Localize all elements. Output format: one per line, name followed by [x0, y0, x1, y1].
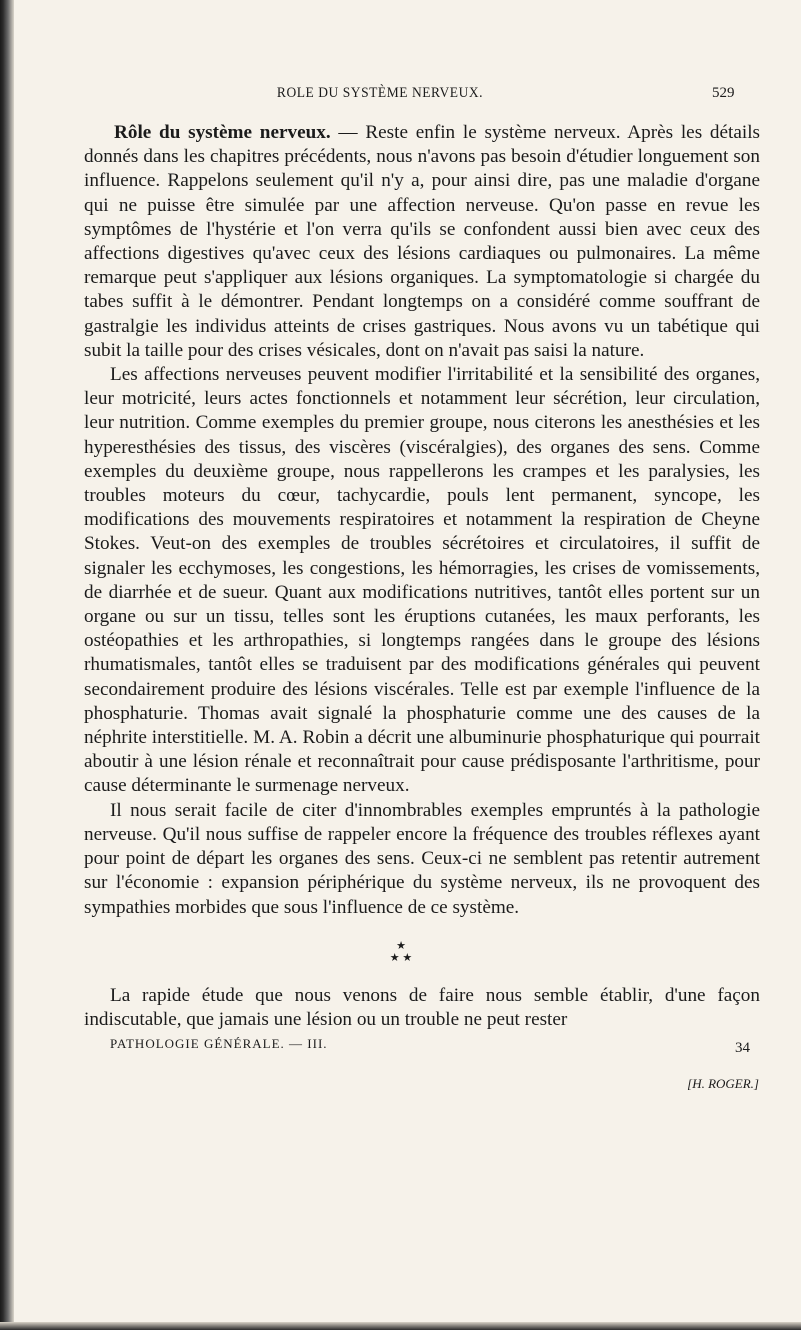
- separator-stars-bottom: ★ ★: [389, 952, 413, 964]
- separator-star-top: ★: [396, 940, 406, 952]
- section-separator: [371, 940, 431, 980]
- signature-text: PATHOLOGIE GÉNÉRALE. — III.: [110, 1036, 328, 1051]
- main-text: [84, 121, 760, 920]
- paragraph-3: Il nous serait facile de citer d'innombrables exemples empruntés à la pathologie nerveuse. Qu'il nous suffise de rappeler encore la fréquence des troubles réflexes ayant pour point de départ les organes des sens. Ceux-ci ne semblent pas retentir autrement sur l'économie : expansion périphérique du système nerveux, ils ne provoquent des sympathies morbides que sous l'influence de ce système.: [84, 799, 760, 918]
- paragraph-2: Les affections nerveuses peuvent modifier l'irritabilité et la sensibilité des organes, leur motricité, leurs actes fonctionnels et notamment leur sécrétion, leur circulation, leur nutrition. Comme exemples du premier groupe, nous citerons les anesthésies et les hyperesthésies des tissus, des viscères (viscéralgies), des organes des sens. Comme exemples du deuxième groupe, nous rappellerons les crampes et les paralysies, les troubles moteurs du cœur, tachycardie, pouls lent permanent, syncope, les modifications des mouvements respiratoires et notamment la respiration de Cheyne Stokes. Veut-on des exemples de troubles sécrétoires et circulatoires, il suffit de signaler les ecchymoses, les congestions, les hémorragies, les crises de vomissements, de diarrhée et de sueur. Quant aux modifications nutritives, tantôt elles portent sur un organe ou sur un tissu, telles sont les éruptions cutanées, les maux perforants, les ostéopathies et les arthropathies, si longtemps rangées dans le groupe des lésions rhumatismales, tantôt elles se traduisent par des modifications générales qui peuvent secondairement produire des lésions viscérales. Telle est par exemple l'influence de la phosphaturie. Thomas avait signalé la phosphaturie comme une des causes de la néphrite interstitielle. M. A. Robin a décrit une albuminurie phosphaturique qui pourrait aboutir à une lésion rénale et reconnaîtrait pour cause prédisposante l'arthritisme, pour cause déterminante le surmenage nerveux.: [84, 364, 760, 797]
- page-number: 529: [712, 85, 735, 101]
- author-credit: [H. ROGER.]: [687, 1076, 759, 1091]
- printer-signature: [110, 1036, 760, 1056]
- sheet-number: 34: [735, 1040, 750, 1056]
- book-spine-shadow: [0, 0, 14, 1330]
- section-title: Rôle du système nerveux.: [114, 122, 331, 143]
- running-title: ROLE DU SYSTÈME NERVEUX.: [276, 85, 484, 101]
- closing-paragraph: La rapide étude que nous venons de faire nous semble établir, d'une façon indiscutable, que jamais une lésion ou un trouble ne peut rester: [84, 985, 760, 1031]
- closing-text: [84, 984, 760, 1032]
- paragraph-1-body: — Reste enfin le système nerveux. Après les détails donnés dans les chapitres précédents, nous n'avons pas besoin d'étudier longuement son influence. Rappelons seulement qu'il n'y a, pour ainsi dire, pas une maladie d'organe qui ne puisse être simulée par une affection nerveuse. Qu'on passe en revue les symptômes de l'hystérie et l'on verra qu'ils se confondent aussi bien avec ceux des affections digestives qu'avec ceux des lésions cardiaques ou pulmonaires. La même remarque peut s'appliquer aux lésions organiques. La symptomatologie si chargée du tabes suffit à le démontrer. Pendant longtemps on a considéré comme souffrant de gastralgie les individus atteints de crises gastriques. Nous avons vu un tabétique qui subit la taille pour des crises vésicales, dont on n'avait pas saisi la nature.: [84, 122, 760, 361]
- page-header: [0, 85, 801, 107]
- paragraph-1: [84, 121, 760, 363]
- page-bottom-edge: [0, 1322, 801, 1330]
